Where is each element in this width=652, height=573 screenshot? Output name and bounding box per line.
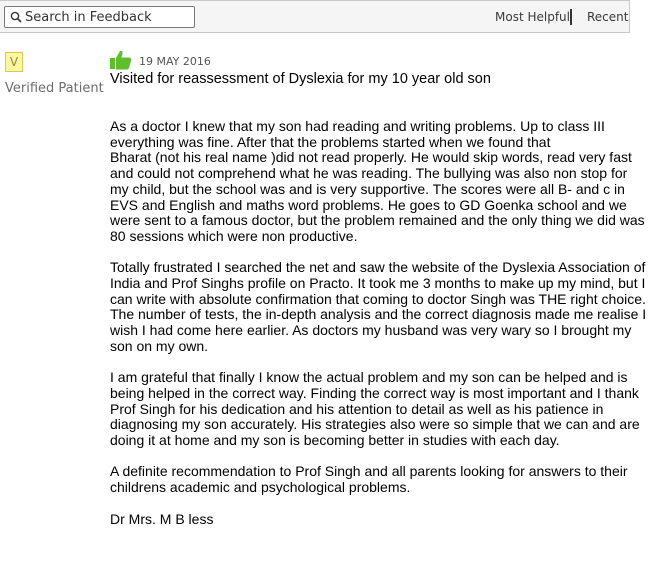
review-paragraph: I am grateful that finally I know the actual problem and my son can be helped and is being helped in the correct way. Finding the correct way is most important and I thank Prof Singh for his dedication and his attention to detail as well as his patience in diagnosing my son accurately. His strategies also were so simple that we can and are doing it at home and my son is becoming better in studies with each day. — [110, 369, 640, 449]
sort-recent[interactable]: Recent — [587, 10, 629, 24]
review-headline: Visited for reassessment of Dyslexia for my 10 year old son — [110, 71, 491, 87]
review-date: 19 MAY 2016 — [139, 55, 211, 68]
review-signature: Dr Mrs. M B less — [110, 510, 214, 527]
search-box[interactable] — [4, 6, 195, 28]
verified-patient-label: Verified Patient — [5, 81, 104, 96]
thumbs-up-icon — [110, 50, 132, 70]
review-paragraph: A definite recommendation to Prof Singh and all parents looking for answers to their childrens academic and psychological problems. — [110, 463, 628, 496]
sort-divider — [570, 9, 572, 25]
search-icon — [10, 11, 22, 23]
review-paragraph: Totally frustrated I searched the net and saw the website of the Dyslexia Association of India and Prof Singhs profile on Practo. It took me 3 months to make up my mind, but I can write with absolute confirmation that coming to doctor Singh was THE right choice. The number of tests, the in-depth analysis and the correct diagnosis made me realise I wish I had come here earlier. As doctors my husband was very wary so I brought my son on my own. — [110, 259, 647, 354]
avatar: V — [5, 52, 23, 72]
review-paragraph: As a doctor I knew that my son had reading and writing problems. Up to class III everything was fine. After that the problems started when we found that Bharat (not his real name )did not read properly. He would skip words, read very fast and could not comprehend what he was reading. The bullying was also non stop for my child, but the school was and is very supportive. The scores were all B- and c in EVS and English and maths word problems. He goes to GD Goenka school and we were sent to a famous doctor, but the problem remained and the only thing we did was 80 sessions which were non productive. — [110, 118, 645, 244]
search-input[interactable] — [25, 8, 191, 26]
review-body — [110, 119, 652, 543]
feedback-toolbar — [0, 0, 630, 33]
sort-most-helpful[interactable]: Most Helpful — [495, 10, 570, 24]
